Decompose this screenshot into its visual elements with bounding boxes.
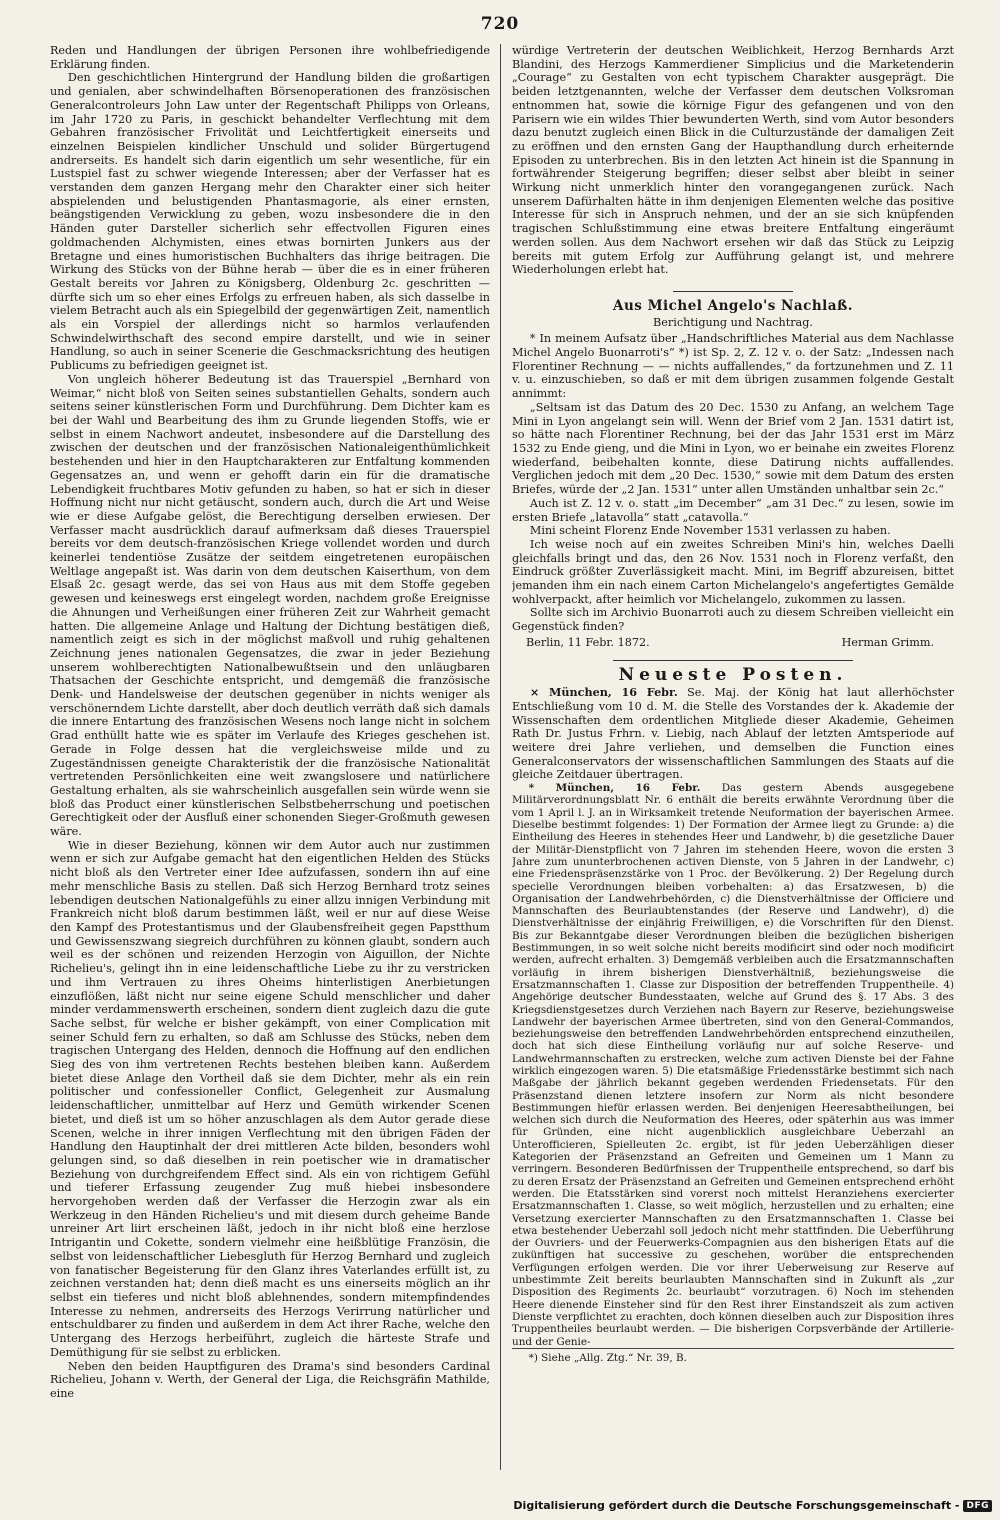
credit-text: Digitalisierung gefördert durch die Deutsche Forschungsgemeinschaft - (513, 1499, 960, 1512)
paragraph: Neben den beiden Hauptfiguren des Drama's sind besonders Cardinal Richelieu, Johann v. Werth, der General der Liga, die Reichsgräfin Mathilde, eine (50, 1359, 490, 1400)
signature-place-date: Berlin, 11 Febr. 1872. (526, 635, 650, 649)
section-rule (613, 660, 853, 661)
news-text: Se. Maj. der König hat laut allerhöchster Entschließung vom 10 d. M. die Stelle des Vorstandes der k. Akademie der Wissenschaften dem ordentlichen Mitgliede dieser Akademie, Geheimen Rath Dr. Justus Frhrn. v. Liebig, nach Ablauf der letzten Amtsperiode auf weitere drei Jahre verliehen, und demselben die Function eines Generalconservators der wissenschaftlichen Sammlungen des Staats auf die gleiche Zeitdauer übertragen. (512, 686, 954, 782)
paragraph: Von ungleich höherer Bedeutung ist das Trauerspiel „Bernhard von Weimar,“ nicht bloß von Seiten seines substantiellen Gehalts, sondern auch seitens seiner künstlerischen Form und Durchführung. Dem Dichter kam es bei der Wahl und Bearbeitung des ihm zu Grunde liegenden Stoffs, wie er selbst in einem Nachwort andeutet, insbesondere auf die Darstellung des zwischen der deutschen und der französischen Nationaleigenthümlichkeit bestehenden und hier in den Hauptcharakteren zur Entfaltung kommenden Gegensatzes an, und wenn er gehofft darin ein für die dramatische Lebendigkeit fruchtbares Motiv gefunden zu haben, so hat er sich in dieser Hoffnung nicht nur nicht getäuscht, sondern auch, durch die Art und Weise wie er diese Aufgabe gelöst, die Berechtigung derselben erwiesen. Der Verfasser macht ausdrücklich darauf aufmerksam daß dieses Trauerspiel bereits vor dem deutsch-französischen Kriege vollendet worden und durch keinerlei tendentiöse Zusätze der seitdem eingetretenen europäischen Weltlage angepaßt ist. Was darin von dem deutschen Kaiserthum, von dem Elsaß 2c. gesagt werde, das sei von Haus aus mit dem Stoffe gegeben gewesen und keineswegs erst eingelegt worden, nachdem große Ereignisse die Ahnungen und Verheißungen einer früheren Zeit zur Wahrheit gemacht hatten. Die allgemeine Anlage und Haltung der Dichtung bestätigen dieß, namentlich zeigt es sich in der möglichst maßvoll und ruhig gehaltenen Zeichnung jenes nationalen Gegensatzes, die zwar in jeder Beziehung unserem wohlberechtigten Nationalbewußtsein und den unläugbaren Thatsachen der Geschichte entspricht, und demgemäß die französische Denk- und Handelsweise der deutschen gegenüber in nichts weniger als verschönerndem Lichte darstellt, aber doch deutlich verräth daß sich damals die innere Entartung des französischen Wesens noch lange nicht in solchem Grad enthüllt hatte wie es später im Verlaufe des Krieges geschehen ist. Gerade in Folge dessen hat die vergleichsweise milde und zu Zugeständnissen geneigte Charakteristik der die französische Nationalität vertretenden Persönlichkeiten eine weit zwangslosere und natürlichere Gestaltung erhalten, als sie wahrscheinlich ausgefallen sein würde wenn sie bloß das Product einer künstlerischen Selbstbeherrschung und poetischen Gerechtigkeit oder der Ausfluß einer schonenden Sieger-Großmuth gewesen wäre. (50, 372, 490, 839)
paragraph: würdige Vertreterin der deutschen Weiblichkeit, Herzog Bernhards Arzt Blandini, des Herzogs Kammerdiener Simplicius und die Marketenderin „Courage“ zu Gestalten von echt typischem Charakter ausgeprägt. Die beiden letztgenannten, welche der Verfasser dem deutschen Volksroman entnommen hat, sowie die körnige Figur des gefangenen und von den Parisern wie ein wildes Thier bewunderten Werth, sind vom Autor besonders dazu benutzt zugleich einen Blick in die Culturzustände der damaligen Zeit zu eröffnen und den ernsten Gang der Haupthandlung durch erheiternde Episoden zu unterbrechen. Bis in den letzten Act hinein ist die Spannung in fortwährender Steigerung begriffen; dieser selbst aber bleibt in seiner Wirkung nicht unmerklich hinter den vorangegangenen zurück. Nach unserem Dafürhalten hätte in ihm denjenigen Elementen welche das positive Interesse für sich in Anspruch nehmen, und der an sie sich knüpfenden tragischen Schlußstimmung eine etwas breitere Entfaltung eingeräumt werden sollen. Aus dem Nachwort ersehen wir daß das Stück zu Leipzig bereits mit gutem Erfolg zur Aufführung gelangt ist, und mehrere Wiederholungen erlebt hat. (512, 44, 954, 277)
news-item (512, 782, 954, 1348)
news-dateline: * München, 16 Febr. (528, 782, 701, 795)
news-dateline: × München, 16 Febr. (529, 685, 678, 700)
signature-author: Herman Grimm. (841, 635, 934, 649)
paragraph: „Seltsam ist das Datum des 20 Dec. 1530 zu Anfang, an welchem Tage Mini in Lyon angelangt sein will. Wenn der Brief vom 2 Jan. 1531 datirt ist, so hätte nach Florentiner Rechnung, bei der das Jahr 1531 erst im März 1532 zu Ende gieng, und die Mini in Lyon, wo er beinahe ein zweites Florenz wiederfand, beibehalten konnte, diese Datirung nichts auffallendes. Verglichen jedoch mit dem „20 Dec. 1530,“ sowie mit dem Datum des ersten Briefes, würde der „2 Jan. 1531“ unter allen Umständen unhaltbar sein 2c.“ (512, 400, 954, 497)
paragraph: Wie in dieser Beziehung, können wir dem Autor auch nur zustimmen wenn er sich zur Aufgabe gemacht hat den eigentlichen Helden des Stücks nicht bloß als den Vertreter einer Idee aufzufassen, sondern ihn auf eine mehr menschliche Basis zu stellen. Daß sich Herzog Bernhard trotz seines lebendigen deutschen Nationalgefühls zu einer allzu innigen Verbindung mit Frankreich nicht bloß darum bestimmen läßt, weil er nur auf diese Weise den Kampf des Protestantismus und der Glaubensfreiheit gegen Papstthum und Gewissenszwang siegreich durchführen zu können glaubt, sondern auch weil es der schönen und reizenden Herzogin von Aiguillon, der Nichte Richelieu's, gelingt ihn in eine leidenschaftliche Liebe zu ihr zu verstricken und ihm Vertrauen zu ihres Oheims hinterlistigen Anerbietungen einzuflößen, läßt nicht nur seine eigene Schuld menschlicher und daher minder verdammenswerth erscheinen, sondern dient zugleich dazu die gute Sache selbst, für welche er bisher gekämpft, von einer Complication mit seiner Schuld fern zu erhalten, so daß am Schlusse des Stücks, neben dem tragischen Untergang des Helden, dennoch die Hoffnung auf den endlichen Sieg des von ihm vertretenen Rechts bestehen bleiben kann. Außerdem bietet diese Anlage den Vortheil daß sie dem Dichter, mehr als ein rein politischer und confessioneller Conflict, Gelegenheit zur Ausmalung leidenschaftlicher, unmittelbar auf Herz und Gemüth wirkender Scenen bietet, und dieß ist um so höher anzuschlagen als dem Autor gerade diese Scenen, welche in ihrer innigen Verflechtung mit den übrigen Fäden der Handlung den Hauptinhalt der drei mittleren Acte bilden, besonders wohl gelungen sind, so daß dieselben in rein poetischer wie in dramatischer Beziehung von durchgreifendem Effect sind. Als ein von richtigem Gefühl und tieferer Erfassung zeugender Zug muß hiebei insbesondere hervorgehoben werden daß der Verfasser die Herzogin zwar als ein Werkzeug in den Händen Richelieu's und mit diesem durch geheime Bande unreiner Art liirt erscheinen läßt, jedoch in ihr nicht bloß eine herzlose Intrigantin und Cokette, sondern vielmehr eine heißblütige Französin, die selbst von leidenschaftlicher Liebesgluth für Herzog Bernhard und zugleich von fanatischer Begeisterung für den Glanz ihres Vaterlandes erfüllt ist, zu zeichnen verstanden hat; denn dieß macht es uns einerseits möglich an ihr selbst ein tieferes und nicht bloß ablehnendes, sondern mitempfindendes Interesse zu nehmen, andrerseits des Herzogs Verirrung natürlicher und entschuldbarer zu finden und außerdem in dem Act ihrer Rache, welche den Untergang des Herzogs herbeiführt, zugleich die härteste Strafe und Demüthigung für sie selbst zu erblicken. (50, 838, 490, 1359)
news-item (512, 686, 954, 782)
paragraph: Sollte sich im Archivio Buonarroti auch zu diesem Schreiben vielleicht ein Gegenstück finden? (512, 606, 954, 634)
paragraph: * In meinem Aufsatz über „Handschriftliches Material aus dem Nachlasse Michel Angelo Buonarroti's“ *) ist Sp. 2, Z. 12 v. o. der Satz: „Indessen nach Florentiner Rechnung — — nichts auffallendes,“ da fortzunehmen und Z. 11 v. u. einzuschieben, so daß er mit dem übrigen zusammen folgende Gestalt annimmt: (512, 332, 954, 401)
paragraph: Den geschichtlichen Hintergrund der Handlung bilden die großartigen und genialen, aber schwindelhaften Börsenoperationen des französischen Generalcontroleurs John Law unter der Regentschaft Philipps von Orleans, im Jahr 1720 zu Paris, in geschickt behandelter Verflechtung mit dem Gebahren französischer Frivolität und Leichtfertigkeit einerseits und einzelnen Beispielen kindlicher Unschuld und solider Bürgertugend andrerseits. Es handelt sich darin eigentlich um sehr wesentliche, für ein Lustspiel fast zu schwer wiegende Interessen; aber der Verfasser hat es verstanden dem ganzen Hergang mehr den Charakter einer sich heiter abspielenden und belustigenden Phantasmagorie, als einer ernsten, beängstigenden Verwicklung zu geben, wozu insbesondere die in den Händen guter Darsteller sicherlich sehr effectvollen Figuren eines goldmachenden Alchymisten, eines etwas bornirten Junkers aus der Bretagne und eines humoristischen Buchhalters das ihrige beitragen. Die Wirkung des Stücks von der Bühne herab — über die es in einer früheren Gestalt bereits vor Jahren zu Königsberg, Oldenburg 2c. geschritten — dürfte sich um so eher eines Erfolgs zu erfreuen haben, als sich dasselbe in vielem Betracht auch als ein Spiegelbild der gegenwärtigen Zeit, namentlich als ein Vorspiel der allerdings nicht so harmlos verlaufenden Schwindelwirthschaft des second empire darstellt, und wie in seiner Handlung, so auch in seiner Scenerie die Geschmacksrichtung des heutigen Publicums zu befriedigen geeignet ist. (50, 71, 490, 373)
digitization-credit (513, 1499, 992, 1512)
news-text: Das gestern Abends ausgegebene Militärverordnungsblatt Nr. 6 enthält die bereits erwähnte Verordnung über die vom 1 April l. J. an in Wirksamkeit tretende Neuformation der bayerischen Armee. Dieselbe bestimmt folgendes: 1) Der Formation der Armee liegt zu Grunde: a) die Eintheilung des Heeres in stehendes Heer und Landwehr, b) die gesetzliche Dauer der Militär-Dienstpflicht von 7 Jahren im stehenden Heere, wovon die ersten 3 Jahre zum ununterbrochenen activen Dienste, von 5 Jahren in der Landwehr, c) eine Friedenspräsenzstärke von 1 Proc. der Bevölkerung. 2) Der Regelung durch specielle Verordnungen bleiben vorbehalten: a) das Ersatzwesen, b) die Organisation der Landwehrbehörden, c) die Dienstverhältnisse der Officiere und Mannschaften des Beurlaubtenstandes (der Reserve und Landwehr), d) die Dienstverhältnisse der einjährig Freiwilligen, e) die Vorschriften für den Dienst. Bis zur Bekanntgabe dieser Verordnungen bleiben die bezüglichen bisherigen Bestimmungen, in so weit solche nicht bereits modificirt sind oder noch modificirt werden, aufrecht erhalten. 3) Demgemäß verbleiben auch die Ersatzmannschaften vorläufig in ihrem bisherigen Dienstverhältniß, beziehungsweise die Ersatzmannschaften 1. Classe zur Disposition der betreffenden Truppentheile. 4) Angehörige deutscher Bundesstaaten, welche auf Grund des §. 17 Abs. 3 des Kriegsdienstgesetzes durch Verziehen nach Bayern zur Reserve, beziehungsweise Landwehr der bayerischen Armee übertreten, sind von den General-Commandos, beziehungsweise den betreffenden Landwehrbehörden entsprechend einzutheilen, doch hat sich diese Eintheilung vorläufig nur auf solche Reserve- und Landwehrmannschaften zu erstrecken, welche zum activen Dienste bei der Fahne wirklich eingezogen waren. 5) Die etatsmäßige Friedensstärke bestimmt sich nach Maßgabe der jährlich bekannt gegeben werdenden Friedensetats. Für den Präsenzstand dienen letztere insofern zur Norm als nicht besondere Bestimmungen hiefür erlassen werden. Bei denjenigen Heeresabtheilungen, bei welchen sich durch die Neuformation des Heeres, oder späterhin aus was immer für Gründen, eine nicht augenblicklich ausgleichbare Ueberzahl an Unterofficieren, Spielleuten 2c. ergibt, ist für jeden Ueberzähligen dieser Kategorien der Präsenzstand an Gefreiten und Gemeinen um 1 Mann zu verringern. Besonderen Bedürfnissen der Truppentheile entsprechend, so darf bis zu deren Ersatz der Präsenzstand an Gefreiten und Gemeinen entsprechend erhöht werden. Die Etatsstärken sind vorerst noch mittelst Heranziehens exercierter Ersatzmannschaften 1. Classe, so weit möglich, herzustellen und zu erhalten; eine Versetzung exercierter Mannschaften zu den Ersatzmannschaften 1. Classe bei etwa bestehender Ueberzahl soll jedoch nicht mehr stattfinden. Die Ueberführung der Ouvriers- und der Feuerwerks-Compagnien aus den bisherigen Etats auf die zukünftigen hat successive zu geschehen, worüber die entsprechenden Verfügungen erfolgen werden. Die vor ihrer Ueberweisung zur Reserve auf unbestimmte Zeit bereits beurlaubten Mannschaften sind in Zukunft als „zur Disposition des Regiments 2c. beurlaubt“ vorzutragen. 6) Noch im stehenden Heere dienende Einsteher sind für den Rest ihrer Einstandszeit als zum activen Dienste verpflichtet zu erachten, doch können dieselben auch zur Disposition ihres Truppentheiles beurlaubt werden. — Die bisherigen Corpsverbände der Artillerie- und der Genie- (512, 782, 954, 1348)
page-number: 720 (480, 14, 520, 34)
column-divider (500, 44, 501, 1470)
dfg-logo-icon: DFG (963, 1500, 992, 1512)
article-subtitle: Berichtigung und Nachtrag. (653, 315, 813, 329)
article-title: Aus Michel Angelo's Nachlaß. (613, 297, 853, 314)
footnote: *) Siehe „Allg. Ztg.“ Nr. 39, B. (512, 1348, 954, 1366)
section-rule (673, 291, 793, 292)
paragraph: Mini scheint Florenz Ende November 1531 verlassen zu haben. (529, 524, 891, 538)
paragraph: Auch ist Z. 12 v. o. statt „im December“ „am 31 Dec.“ zu lesen, sowie im ersten Briefe „latavolla“ statt „catavolla.“ (512, 496, 954, 524)
paragraph: Reden und Handlungen der übrigen Personen ihre wohlbefriedigende Erklärung finden. (50, 44, 490, 71)
article-signature (512, 636, 954, 650)
news-heading: Neueste Posten. (618, 664, 848, 685)
paragraph: Ich weise noch auf ein zweites Schreiben Mini's hin, welches Daelli gleichfalls bringt und das, den 26 Nov. 1531 noch in Florenz verfaßt, den Eindruck größter Zuverlässigkeit macht. Mini, im Begriff abzureisen, bittet jemanden ihm ein nach einem Carton Michelangelo's angefertigtes Gemälde wohlverpackt, after heimlich vor Michelangelo, zukommen zu lassen. (512, 537, 954, 606)
left-column (50, 44, 490, 1474)
right-column (512, 44, 954, 1474)
